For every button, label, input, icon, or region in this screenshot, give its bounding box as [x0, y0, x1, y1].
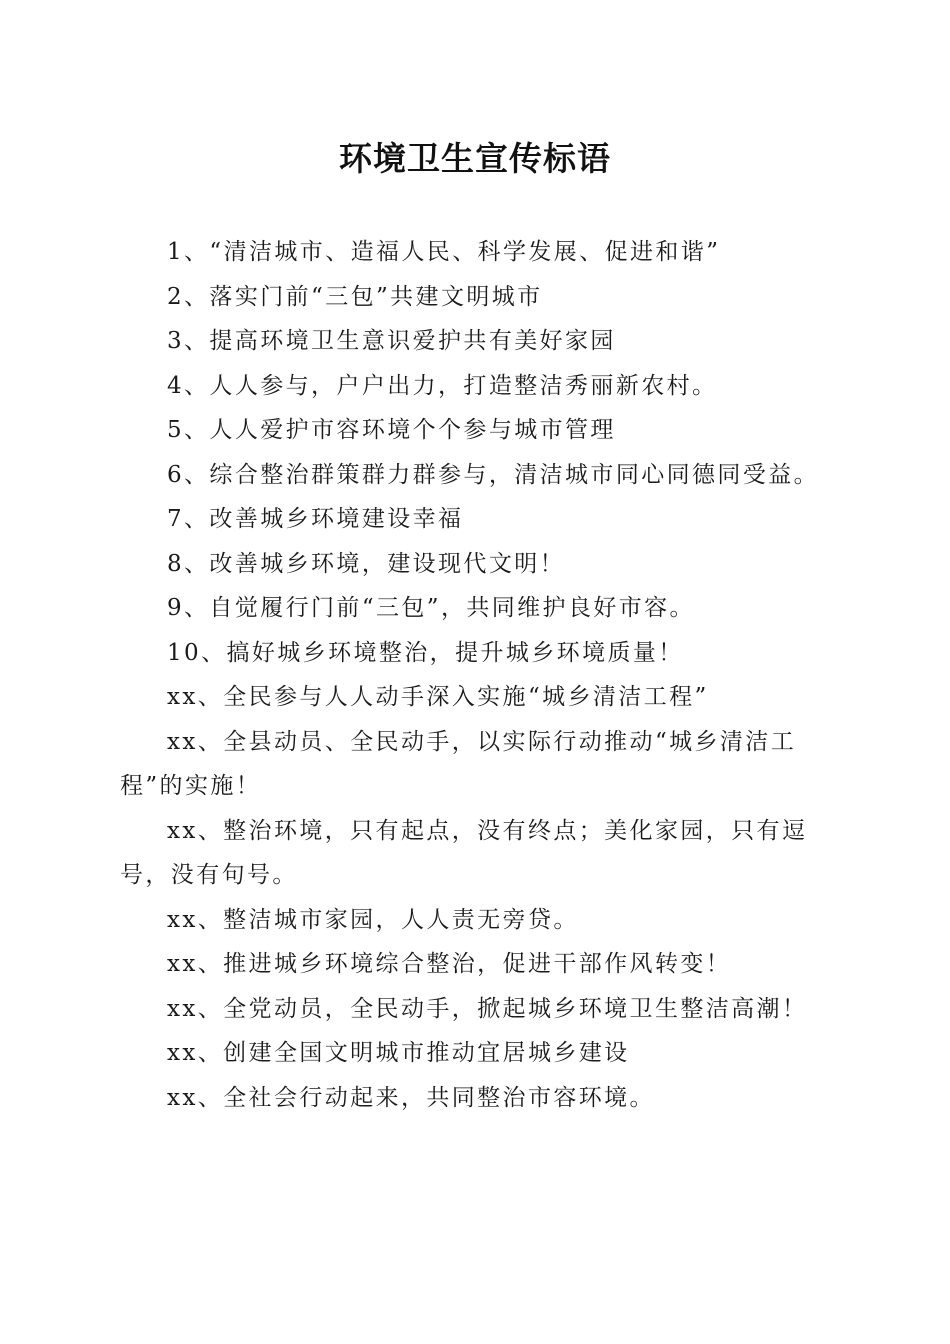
list-item: xx、全县动员、全民动手，以实际行动推动“城乡清洁工程”的实施！ [120, 728, 797, 799]
list-item: 6、综合整治群策群力群参与，清洁城市同心同德同受益。 [167, 461, 820, 488]
list-item: xx、推进城乡环境综合整治，促进干部作风转变！ [167, 951, 732, 977]
list-item: 9、自觉履行门前“三包”，共同维护良好市容。 [167, 595, 695, 621]
list-item: xx、整洁城市家园，人人责无旁贷。 [167, 906, 579, 933]
list-item: xx、整治环境，只有起点，没有终点；美化家园，只有逗号，没有句号。 [120, 817, 808, 888]
list-item: xx、全民参与人人动手深入实施“城乡清洁工程” [167, 684, 709, 710]
list-item: 3、提高环境卫生意识爱护共有美好家园 [167, 328, 616, 354]
list-item: 1、“清洁城市、造福人民、科学发展、促进和谐” [167, 239, 721, 265]
list-item: 2、落实门前“三包”共建文明城市 [167, 283, 543, 310]
list-item: 7、改善城乡环境建设幸福 [167, 506, 464, 532]
list-item: 8、改善城乡环境，建设现代文明！ [167, 550, 566, 577]
list-item: 10、搞好城乡环境整治，提升城乡环境质量！ [167, 639, 684, 666]
list-item: 4、人人参与，户户出力，打造整洁秀丽新农村。 [167, 372, 718, 399]
list-item: xx、全党动员，全民动手，掀起城乡环境卫生整洁高潮！ [167, 995, 808, 1022]
slogan-list [120, 230, 830, 1120]
list-item: xx、全社会行动起来，共同整治市容环境。 [167, 1084, 655, 1111]
list-item: xx、创建全国文明城市推动宜居城乡建设 [167, 1040, 630, 1066]
page-title: 环境卫生宣传标语 [339, 139, 611, 178]
list-item: 5、人人爱护市容环境个个参与城市管理 [167, 417, 616, 443]
